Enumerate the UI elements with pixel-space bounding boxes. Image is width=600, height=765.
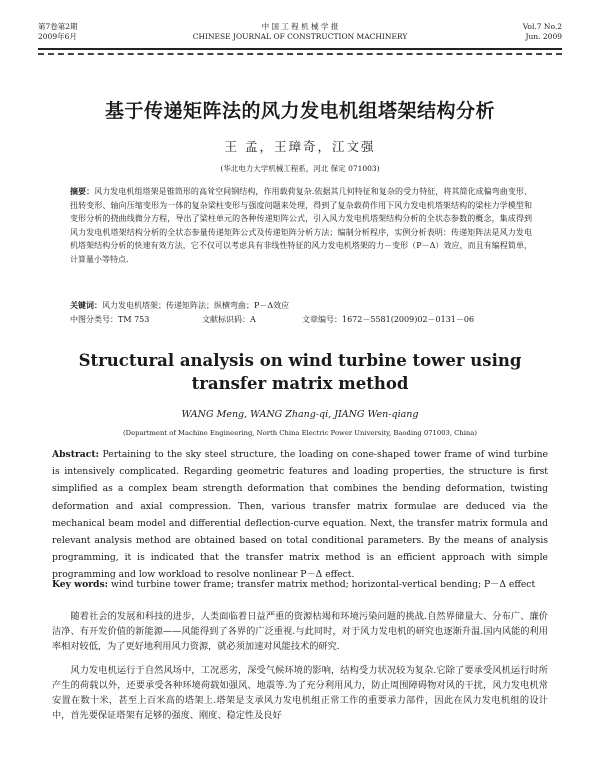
- paper-title-cn: 基于传递矩阵法的风力发电机组塔架结构分析: [104, 100, 495, 122]
- paper-title-en-line2: transfer matrix method: [191, 374, 409, 393]
- document-code: 文献标识码：A: [202, 315, 256, 324]
- abstract-en-text: Pertaining to the sky steel structure, the loading on cone-shaped tower frame of wind turbine is intensively complicated. Regarding geometric features and loading properties, the structure is first simplified as a complex beam strength deformation that combines the bending deformation, twisting deformation and axial compression. Then, various transfer matrix formulae are deduced via the mechanical beam model and differential deflection-curve equation. Next, the transfer matrix formula and relevant analysis method are obtained based on total conditional parameters. By the means of analysis programming, it is indicated that the transfer matrix method is an efficient approach with simple programming and low workload to resolve nonlinear P－Δ effect.: [52, 449, 548, 581]
- paper-title-en: [0, 349, 600, 395]
- keywords-en-text: wind turbine tower frame; transfer matrix method; horizontal-vertical bending; P－Δ effect: [110, 579, 536, 590]
- authors-en: WANG Meng, WANG Zhang-qi, JIANG Wen-qiang: [181, 409, 419, 420]
- affiliation-en: (Department of Machine Engineering, North China Electric Power University, Baoding 071003, China): [122, 429, 478, 437]
- header-right: [523, 22, 562, 42]
- keywords-en-label: Key words:: [52, 579, 109, 590]
- body-paragraph-2: 风力发电机运行于自然风场中，工况恶劣，深受气候环境的影响，结构受力状况较为复杂.它除了要承受风机运行时所产生的荷载以外，还要承受各种环境荷载如强风、地震等.为了充分利用风力，防止周围障碍物对风的干扰，风力发电机常安置在数十米，甚至上百米高的塔架上.塔架是支承风力发电机组正常工作的重要承力部件，因此在风力发电机组的设计中，首先要保证塔架有足够的强度、刚度、稳定性及良好: [52, 664, 548, 722]
- keywords-cn: [70, 299, 532, 312]
- abstract-cn-label: 摘要：: [70, 187, 95, 196]
- journal-name-en: CHINESE JOURNAL OF CONSTRUCTION MACHINERY: [192, 32, 408, 41]
- paper-title-en-line1: Structural analysis on wind turbine tower using: [78, 351, 522, 370]
- header-rule-dashed: [38, 53, 562, 55]
- header-volume-cn: 第7卷第2期: [38, 22, 78, 31]
- article-number: 文章编号：1672－5581(2009)02－0131－06: [302, 315, 475, 324]
- header-date-cn: 2009年6月: [38, 32, 77, 41]
- header-date-en: Jun. 2009: [525, 32, 562, 41]
- header-volume-en: Vol.7 No.2: [522, 22, 562, 31]
- affiliation-cn: (华北电力大学机械工程系，河北 保定 071003): [220, 164, 380, 173]
- body-paragraph-1: 随着社会的发展和科技的进步，人类面临着日益严重的资源枯竭和环境污染问题的挑战.自然界储量大、分布广、廉价洁净、有开发价值的新能源——风能得到了各界的广泛重视.与此同时，对于风力发电机的研究也逐渐升温.国内风能的利用率相对较低，为了更好地利用风力资源，就必须加速对风能技术的研究.: [52, 611, 548, 653]
- abstract-en: [52, 446, 548, 584]
- body-text-cn: [52, 609, 548, 731]
- header-rule: [38, 48, 562, 50]
- abstract-en-label: Abstract:: [52, 449, 99, 460]
- keywords-cn-text: 风力发电机塔架；传递矩阵法；纵横弯曲；P－Δ效应: [102, 301, 290, 310]
- keywords-en: [52, 578, 548, 592]
- abstract-cn-text: 风力发电机组塔架是锥筒形的高耸空间钢结构，作用载荷复杂.依据其几何特征和复杂的受力特征，将其简化成偏弯曲变形、扭转变形、轴向压缩变形为一体的复杂梁柱变形与强度问题来处理，得到了复杂载荷作用下风力发电机塔架结构的梁柱力学模型和变形分析的挠曲线微分方程，导出了梁柱单元的各种传递矩阵公式，引入风力发电机塔架结构分析的全状态参数的概念，集成得到风力发电机塔架结构分析的全状态参量传递矩阵公式及传递矩阵分析方法；编制分析程序，实例分析表明：传递矩阵法是风力发电机塔架结构分析的快速有效方法，它不仅可以考虑具有非线性特征的风力发电机塔架的力－变形（P－Δ）效应，而且有编程简单，计算量小等特点.: [70, 187, 532, 264]
- header-center: [38, 22, 562, 42]
- abstract-cn: [70, 185, 532, 267]
- authors-cn: 王 孟，王璋奇，江文强: [224, 139, 376, 154]
- keywords-cn-label: 关键词：: [70, 301, 102, 310]
- clc-number: 中图分类号：TM 753: [70, 315, 150, 324]
- journal-name-cn: 中 国 工 程 机 械 学 报: [261, 22, 339, 31]
